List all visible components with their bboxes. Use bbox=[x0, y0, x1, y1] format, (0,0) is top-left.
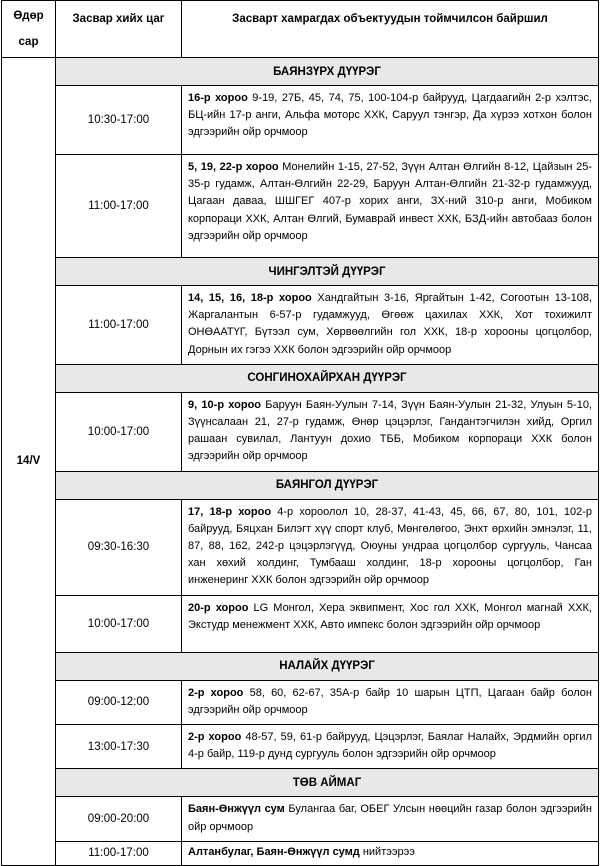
location-cell bbox=[182, 841, 599, 865]
location-text: Булангаа баг, ОБЕГ Улсын нөөцийн газар болон эдгээрийн ойр орчмоор bbox=[188, 803, 592, 833]
location-cell bbox=[182, 797, 599, 841]
time-cell: 11:00-17:00 bbox=[56, 155, 182, 258]
header-location: Засварт хамрагдах объектуудын тоймчилсон байршил bbox=[182, 1, 599, 58]
table-header-row bbox=[2, 1, 599, 58]
table-row bbox=[2, 725, 599, 769]
district-row bbox=[2, 258, 599, 286]
location-bold: 17, 18-р хороо bbox=[188, 505, 272, 518]
location-bold: 16-р хороо bbox=[188, 92, 248, 104]
location-bold: 14, 15, 16, 18-р хороо bbox=[188, 292, 312, 304]
location-cell bbox=[182, 680, 599, 724]
time-cell: 09:00-12:00 bbox=[56, 680, 182, 724]
district-name: ЧИНГЭЛТЭЙ ДҮҮРЭГ bbox=[56, 258, 599, 286]
district-row bbox=[2, 769, 599, 797]
location-bold: 5, 19, 22-р хороо bbox=[188, 161, 279, 173]
location-bold: Алтанбулаг, Баян-Өнжүүл сумд bbox=[188, 845, 360, 858]
location-cell bbox=[182, 392, 599, 471]
district-name: СОНГИНОХАЙРХАН ДҮҮРЭГ bbox=[56, 364, 599, 392]
location-cell bbox=[182, 725, 599, 769]
table-row bbox=[2, 680, 599, 724]
location-bold: Баян-Өнжүүл сум bbox=[188, 803, 285, 816]
table-row bbox=[2, 595, 599, 652]
time-cell: 09:00-20:00 bbox=[56, 797, 182, 841]
header-time: Засвар хийх цаг bbox=[56, 1, 182, 58]
district-row bbox=[2, 364, 599, 392]
district-row bbox=[2, 652, 599, 680]
district-name: БАЯНЗҮРХ ДҮҮРЭГ bbox=[56, 58, 599, 86]
location-cell bbox=[182, 86, 599, 155]
location-bold: 2-р хороо bbox=[188, 731, 242, 744]
header-date-line2: сар bbox=[18, 36, 39, 48]
location-bold: 20-р хороо bbox=[188, 601, 249, 614]
outage-schedule-table bbox=[1, 0, 599, 866]
location-text: 58, 60, 62-67, 35А-р байр 10 шарын ЦТП, Цагаан байр болон эдгээрийн ойр орчмоор bbox=[188, 686, 592, 716]
location-bold: 9, 10-р хороо bbox=[188, 398, 262, 411]
location-text: 9-19, 27Б, 45, 74, 75, 100-104-р байрууд, Цагдаагийн 2-р хэлтэс, БЦ-ийн 17-р анги, Альфа моторс ХХК, Саруул тэнгэр, Да хүрээ хотхон болон эдгээрийн ойр орчмоор bbox=[188, 92, 592, 139]
date-cell: 14/V bbox=[2, 58, 56, 866]
time-cell: 10:30-17:00 bbox=[56, 86, 182, 155]
header-date bbox=[2, 1, 56, 58]
location-bold: 2-р хороо bbox=[188, 686, 244, 699]
district-row bbox=[2, 58, 599, 86]
district-name: ТӨВ АЙМАГ bbox=[56, 769, 599, 797]
time-cell: 10:00-17:00 bbox=[56, 595, 182, 652]
table-row bbox=[2, 841, 599, 865]
location-text: Хандгайтын 3-16, Яргайтын 1-42, Согоотын 13-108, Жаргалантын 6-57-р гудамжууд, Өгөөж цахилах ХХК, Хот тохижилт ОНӨААТҮГ, Бүтээл сум, Хөрвөөлгийн гол ХХК, 18-р хорооны цогцолбор, Дорнын их гэгээ ХХК болон эдгээрийн ойр орчмоор bbox=[188, 292, 592, 356]
header-date-line1: Өдөр bbox=[13, 10, 44, 22]
table-row bbox=[2, 86, 599, 155]
district-name: НАЛАЙХ ДҮҮРЭГ bbox=[56, 652, 599, 680]
table-row bbox=[2, 286, 599, 365]
location-cell bbox=[182, 286, 599, 365]
location-text: 4-р хороолол 10, 28-37, 41-43, 45, 66, 67, 80, 101, 102-р байрууд, Бяцхан Билэгт хүү спорт клуб, Мөнгөлөгоо, Энхт өрхийн эмнэлэг, 11, 87, 88, 162, 242-р цэцэрлэгүүд, Оюуны ундраа цогцолбор сургууль, Чансаа хан хөхий холдинг, Тумбааш холдинг, 18-р хорооны цогцолбор, Ган инженеринг ХХК болон эдгээрийн ойр орчмоор bbox=[188, 505, 592, 587]
location-text: LG Монгол, Хера эквипмент, Хос гол ХХК, Монгол магнай ХХК, Экстудр менежмент ХХК, Авто импекс болон эдгээрийн ойр орчмоор bbox=[188, 601, 592, 631]
table-row bbox=[2, 797, 599, 841]
location-cell bbox=[182, 595, 599, 652]
time-cell: 10:00-17:00 bbox=[56, 392, 182, 471]
time-cell: 11:00-17:00 bbox=[56, 841, 182, 865]
table-row bbox=[2, 155, 599, 258]
location-text: 48-57, 59, 61-р байрууд, Цэцэрлэг, Баялаг Налайх, Эрдмийн оргил 4-р байр, 119-р дунд сургууль болон эдгээрийн ойр орчмоор bbox=[188, 731, 592, 761]
location-text: Баруун Баян-Уулын 7-14, Зүүн Баян-Уулын 21-32, Улуын 5-10, Зүүнсалаан 21, 27-р гудамж, Өнөр цэцэрлэг, Гандантэгчилэн хийд, Оргил рашаан сувилал, Лантуун дохио ТББ, Мобиком корпораци ХХК болон эдгээрийн ойр орчмоор bbox=[188, 398, 592, 463]
district-row bbox=[2, 471, 599, 499]
location-text: Монелийн 1-15, 27-52, Зүүн Алтан Өлгийн 8-12, Цайзын 25-35-р гудамж, Алтан-Өлгийн 22-29, Баруун Алтан-Өлгийн 21-32-р гудамжууд, Цагаан даваа, ШШГЕГ 407-р хорих анги, ЗХ-ний 310-р анги, Мобиком корпораци ХХК, Алтан Өлгий, Бумаврай инвест ХХК, БЗД-ийн автобааз болон эдгээрийн ойр орчмоор bbox=[188, 161, 592, 242]
time-cell: 11:00-17:00 bbox=[56, 286, 182, 365]
time-cell: 09:30-16:30 bbox=[56, 499, 182, 595]
time-cell: 13:00-17:30 bbox=[56, 725, 182, 769]
location-cell bbox=[182, 155, 599, 258]
location-cell bbox=[182, 499, 599, 595]
table-row bbox=[2, 499, 599, 595]
location-text: нийтээрээ bbox=[359, 845, 415, 858]
district-name: БАЯНГОЛ ДҮҮРЭГ bbox=[56, 471, 599, 499]
table-row bbox=[2, 392, 599, 471]
